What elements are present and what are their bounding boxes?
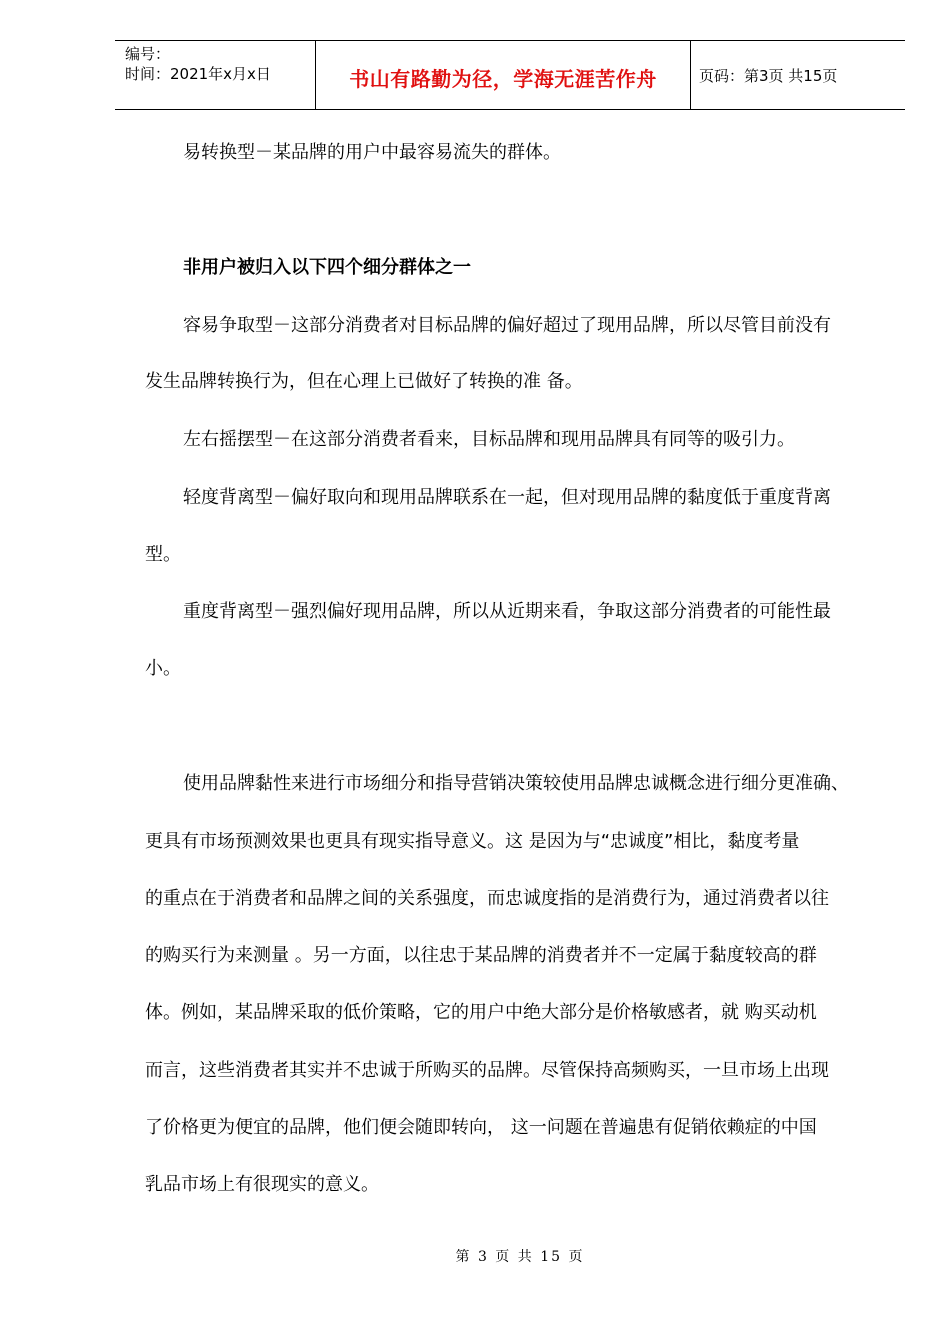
body-line: 左右摇摆型－在这部分消费者看来，目标品牌和现用品牌具有同等的吸引力。 [183,429,795,450]
body-line: 小。 [145,658,181,679]
body-line: 乳品市场上有很现实的意义。 [145,1174,379,1195]
body-line: 体。例如，某品牌采取的低价策略，它的用户中绝大部分是价格敏感者，就 购买动机 [145,1002,817,1023]
section-heading: 非用户被归入以下四个细分群体之一 [183,257,471,278]
header-page-info: 页码：第3页 共15页 [699,67,838,85]
body-line: 重度背离型－强烈偏好现用品牌，所以从近期来看，争取这部分消费者的可能性最 [183,601,831,622]
page-footer: 第 3 页 共 15 页 [455,1249,585,1265]
document-time-label: 时间：2021年x月x日 [125,65,271,83]
body-line: 了价格更为便宜的品牌，他们便会随即转向， 这一问题在普遍患有促销依赖症的中国 [145,1117,817,1138]
body-line: 使用品牌黏性来进行市场细分和指导营销决策较使用品牌忠诚概念进行细分更准确、 [183,773,849,794]
body-line: 而言，这些消费者其实并不忠诚于所购买的品牌。尽管保持高频购买，一旦市场上出现 [145,1060,829,1081]
header-page-cell [691,41,905,109]
document-number-label: 编号： [125,45,171,63]
body-line: 的购买行为来测量 。另一方面，以往忠于某品牌的消费者并不一定属于黏度较高的群 [145,945,817,966]
body-line: 的重点在于消费者和品牌之间的关系强度，而忠诚度指的是消费行为，通过消费者以往 [145,888,829,909]
header-motto: 书山有路勤为径，学海无涯苦作舟 [349,67,657,91]
header-motto-cell [315,41,691,109]
body-line: 更具有市场预测效果也更具有现实指导意义。这 是因为与“忠诚度”相比，黏度考量 [145,831,800,852]
body-line: 容易争取型－这部分消费者对目标品牌的偏好超过了现用品牌，所以尽管目前没有 [183,315,831,336]
page-header [115,40,905,110]
body-line: 型。 [145,544,181,565]
body-line: 轻度背离型－偏好取向和现用品牌联系在一起，但对现用品牌的黏度低于重度背离 [183,487,831,508]
body-line: 易转换型－某品牌的用户中最容易流失的群体。 [183,142,561,163]
header-meta [115,41,315,109]
body-line: 发生品牌转换行为，但在心理上已做好了转换的准 备。 [145,371,583,392]
